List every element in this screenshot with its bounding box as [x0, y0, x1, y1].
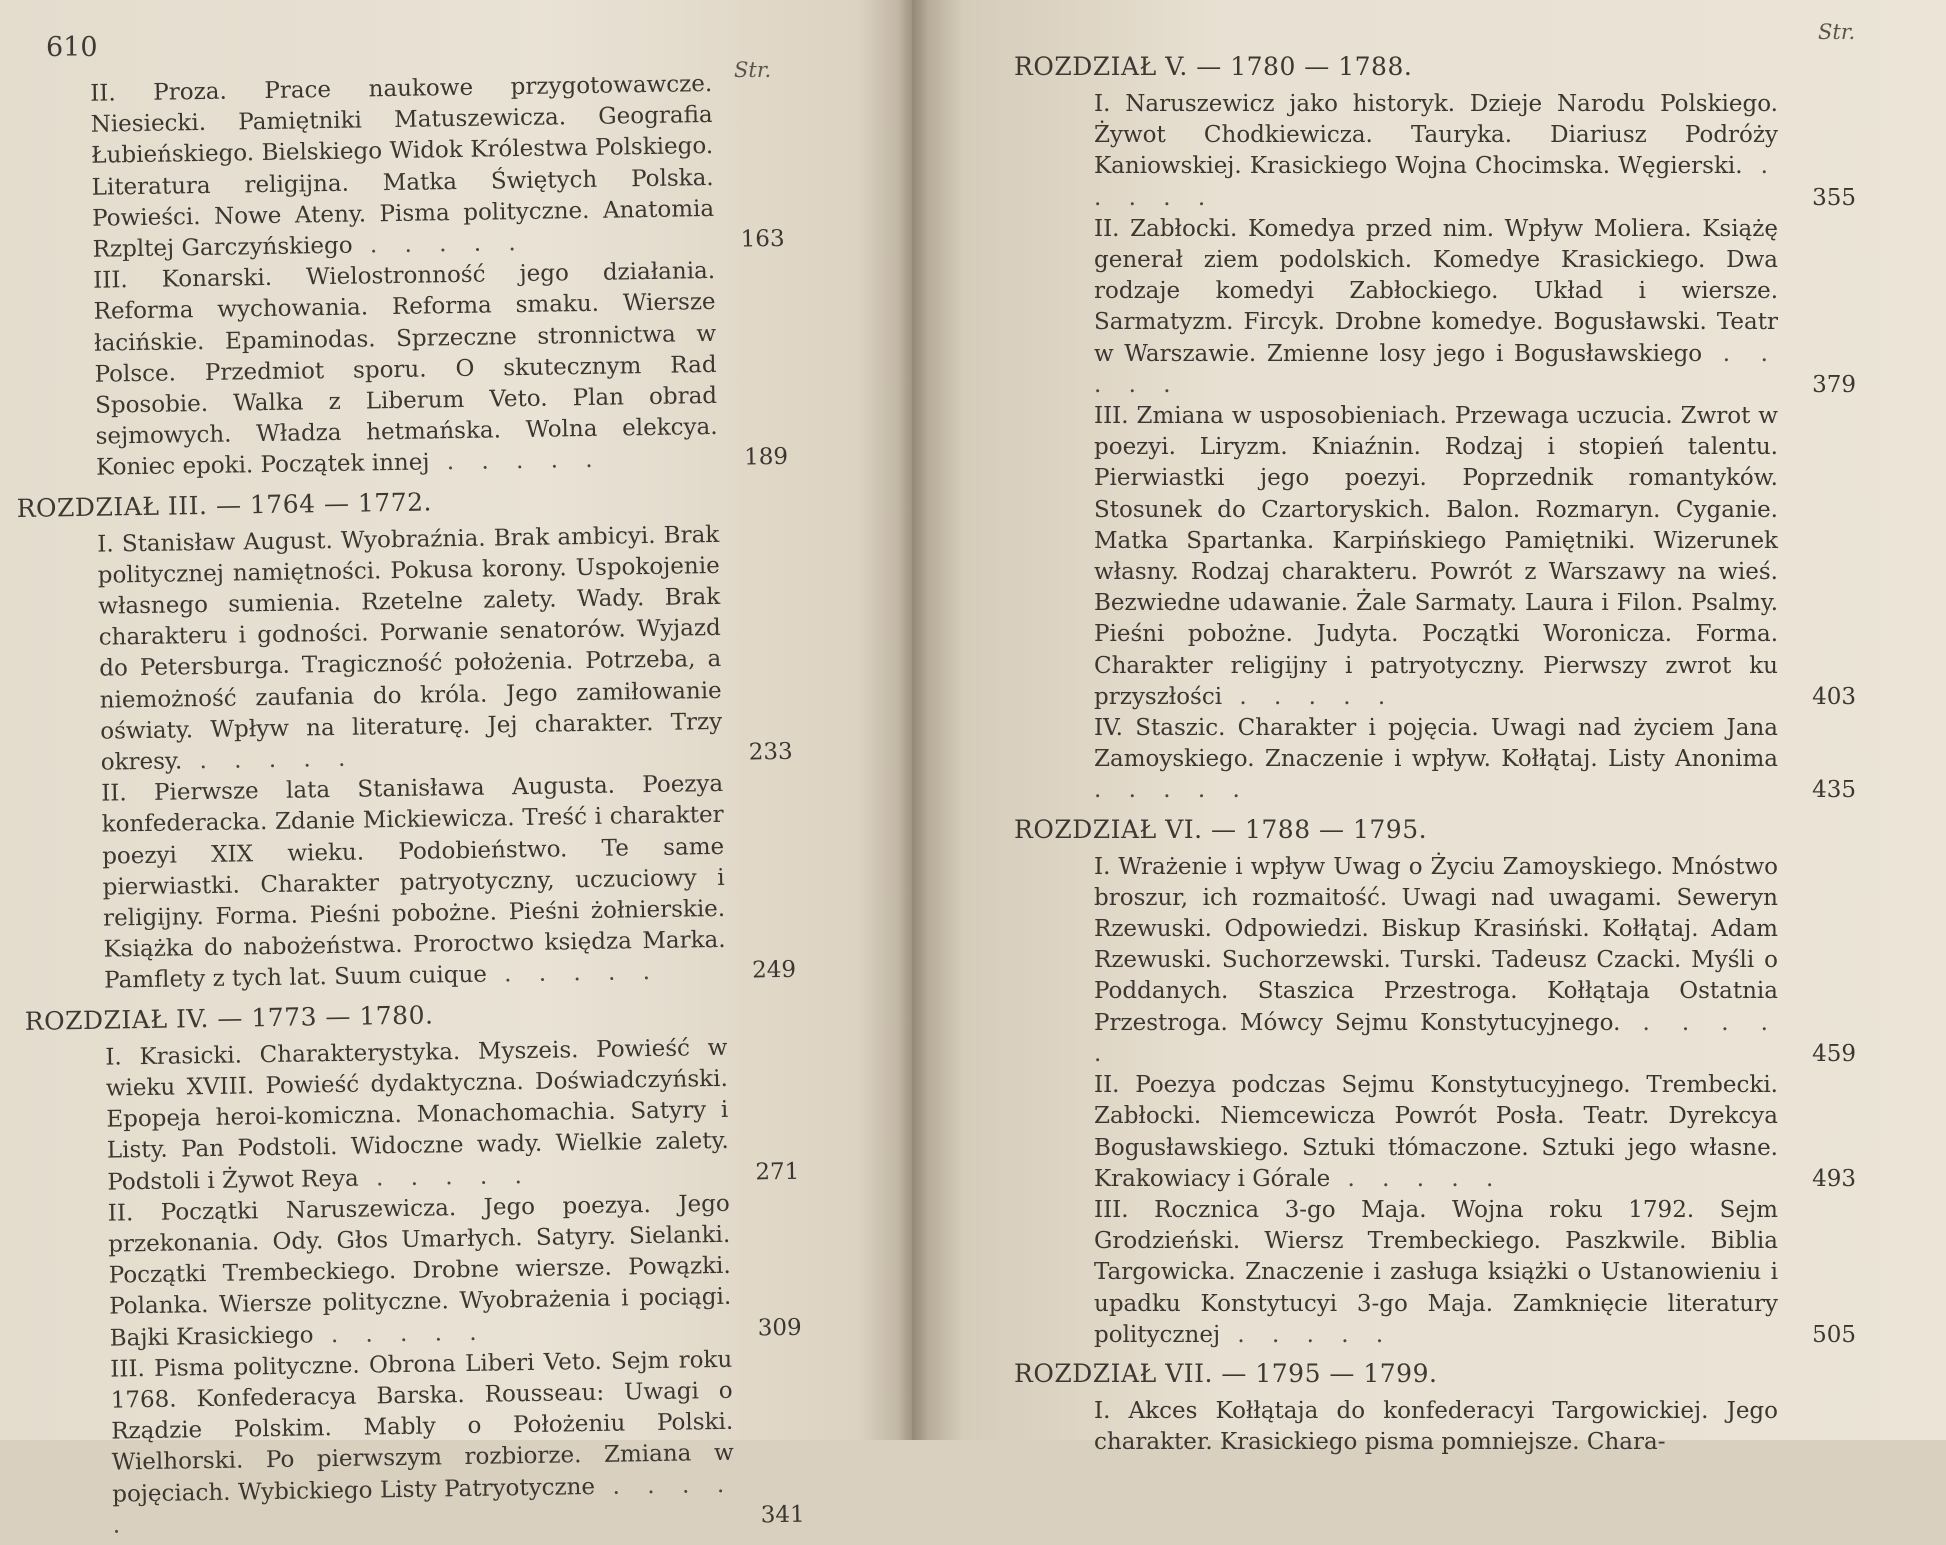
chapter-heading: ROZDZIAŁ VII. — 1795 — 1799.	[1014, 1358, 1438, 1388]
leader-dots: . . . . .	[1094, 153, 1778, 211]
leader-dots: . . . . .	[1094, 1009, 1778, 1067]
toc-page-number: 341	[760, 1501, 805, 1529]
leader-dots: . . . . .	[1094, 340, 1778, 398]
toc-entry-text: III. Konarski. Wielostronność jego działania. Reforma wychowania. Reforma smaku. Wiersze łacińskie. Epaminodas. Sprzeczne stronnictwa w Polsce. Przedmiot sporu. O skutecznym Rad Sposobie. Walka z Liberum Veto. Plan obrad sejmowych. Władza hetmańska. Wolna elekcya. Koniec epoki. Początek innej	[92, 258, 718, 482]
toc-entry	[13, 255, 789, 485]
toc-page-number: 189	[743, 444, 789, 471]
left-toc	[10, 68, 805, 1545]
right-str-label: Str.	[1818, 20, 1856, 44]
left-str-label: Str.	[734, 58, 772, 82]
leader-dots: . . . . .	[429, 447, 603, 476]
toc-entry	[30, 1344, 805, 1543]
leader-dots: . . . . .	[313, 1319, 487, 1348]
toc-entry-text: I. Krasicki. Charakterystyka. Myszeis. Powieść w wieku XVIII. Powieść dydaktyczna. Doświadczyński. Epopeja heroi-komiczna. Monachomachia. Satyry i Listy. Pan Podstoli. Widoczne wady. Wielkie zalety. Podstoli i Żywot Reya	[105, 1034, 729, 1196]
toc-entry-text: III. Rocznica 3-go Maja. Wojna roku 1792. Sejm Grodzieński. Wiersz Trembeckiego. Paszkwile. Biblia Targowicka. Znaczenie i zasługa książki o Ustanowieniu i upadku Konstytucyi 3-go Maja. Zamknięcie literatury politycznej	[1094, 1196, 1778, 1348]
toc-page-number: 233	[748, 738, 793, 766]
toc-entry	[10, 68, 785, 267]
toc-entry-text: I. Stanisław August. Wyobraźnia. Brak ambicyi. Brak politycznej namiętności. Pokusa korony. Uspokojenie własnego sumienia. Rzetelne zalety. Wady. Brak charakteru i godności. Porwanie senatorów. Wyjazd do Petersburga. Tragiczność położenia. Potrzeba, a niemożność zaufania do króla. Jego zamiłowanie oświaty. Wpływ na literaturę. Jej charakter. Trzy okresy.	[97, 521, 723, 776]
toc-page-number: 493	[1812, 1165, 1856, 1192]
toc-page-number: 459	[1812, 1040, 1856, 1067]
leader-dots: . . . . .	[1220, 1321, 1394, 1348]
toc-entry	[1014, 713, 1856, 807]
toc-entry-text: I. Naruszewicz jako historyk. Dzieje Narodu Polskiego. Żywot Chodkiewicza. Tauryka. Diariusz Podróży Kaniowskiej. Krasickiego Wojna Chocimska. Węgierski.	[1094, 91, 1778, 180]
leader-dots: . . . . .	[1094, 777, 1250, 804]
leader-dots: . . . . .	[486, 959, 661, 989]
leader-dots: . . . . .	[1222, 683, 1396, 710]
leader-dots: . . . . .	[181, 745, 356, 775]
toc-entry-text: I. Wrażenie i wpływ Uwag o Życiu Zamoyskiego. Mnóstwo broszur, ich rozmaitość. Uwagi nad uwagami. Seweryn Rzewuski. Odpowiedzi. Biskup Krasiński. Kołłątaj. Adam Rzewuski. Suchorzewski. Turski. Tadeusz Czacki. Myśli o Poddanych. Staszica Przestroga. Kołłątaja Ostatnia Przestroga. Mówcy Sejmu Konstytucyjnego.	[1094, 853, 1778, 1036]
chapter-heading: ROZDZIAŁ V. — 1780 — 1788.	[1014, 52, 1413, 81]
toc-section	[1014, 1359, 1814, 1458]
toc-section	[1014, 814, 1856, 1351]
leader-dots: . . . . .	[1330, 1165, 1504, 1192]
toc-entry	[1014, 1195, 1856, 1351]
toc-entry-text: III. Pisma polityczne. Obrona Liberi Veto. Sejm roku 1768. Konfederacya Barska. Rousseau: Uwagi o Rządzie Polskim. Mably o Położeniu Polski. Wielhorski. Po pierwszym rozbiorze. Zmiana w pojęciach. Wybickiego Listy Patryotyczne	[110, 1346, 734, 1508]
toc-page-number: 355	[1812, 184, 1856, 211]
toc-section	[24, 995, 805, 1543]
toc-entry	[1014, 852, 1856, 1070]
toc-section	[10, 68, 789, 486]
toc-section	[1014, 52, 1856, 807]
toc-entry-text: II. Proza. Prace naukowe przygotowawcze. Niesiecki. Pamiętniki Matuszewicza. Geografia Łubieńskiego. Bielskiego Widok Królestwa Polskiego. Literatura religijna. Matka Świętych Polska. Powieści. Nowe Ateny. Pisma polityczne. Anatomia Rzpltej Garczyńskiego	[90, 70, 715, 263]
right-toc	[1014, 44, 1856, 1460]
toc-page-number: 271	[755, 1158, 800, 1185]
toc-page-number: 379	[1812, 371, 1856, 398]
toc-entry	[25, 1032, 800, 1200]
toc-entry-text: IV. Staszic. Charakter i pojęcia. Uwagi nad życiem Jana Zamoyskiego. Znaczenie i wpływ. Kołłątaj. Listy Anonima	[1094, 715, 1778, 773]
chapter-heading: ROZDZIAŁ VI. — 1788 — 1795.	[1014, 814, 1428, 844]
toc-entry	[1014, 401, 1856, 713]
toc-entry	[1014, 214, 1856, 401]
toc-entry-text: II. Początki Naruszewicza. Jego poezya. Jego przekonania. Ody. Głos Umarłych. Satyry. Sielanki. Początki Trembeckiego. Drobne wiersze. Powązki. Polanka. Wiersze polityczne. Wyobrażenia i pociągi. Bajki Krasickiego	[107, 1190, 732, 1352]
toc-entry	[17, 519, 793, 781]
toc-page-number: 309	[757, 1314, 802, 1341]
toc-entry-text: II. Pierwsze lata Stanisława Augusta. Poezya konfederacka. Zdanie Mickiewicza. Treść i charakter poezyi XIX wieku. Podobieństwo. Te same pierwiastki. Charakter patryotyczny, uczuciowy i religijny. Forma. Pieśni pobożne. Pieśni żołnierskie. Książka do nabożeństwa. Proroctwo księdza Marka. Pamflety z tych lat. Suum cuique	[101, 771, 726, 995]
chapter-heading: ROZDZIAŁ IV. — 1773 — 1780.	[24, 1000, 434, 1036]
toc-page-number: 403	[1812, 683, 1856, 710]
toc-page-number: 163	[740, 225, 785, 253]
toc-entry	[28, 1188, 802, 1356]
toc-entry	[1014, 1070, 1856, 1195]
leader-dots: . . . . .	[112, 1471, 735, 1539]
leader-dots: . . . . .	[352, 229, 526, 259]
page-number: 610	[46, 32, 98, 63]
leader-dots: . . . . .	[358, 1162, 533, 1192]
toc-entry-text: II. Zabłocki. Komedya przed nim. Wpływ Moliera. Książę generał ziem podolskich. Komedye Krasickiego. Dwa rodzaje komedyi Zabłockiego. Układ i wiersze. Sarmatyzm. Fircyk. Drobne komedye. Bogusławski. Teatr w Warszawie. Zmienne losy jego i Bogusławskiego	[1094, 215, 1778, 367]
toc-entry	[1014, 1396, 1814, 1458]
toc-entry	[1014, 89, 1856, 214]
toc-section	[16, 482, 797, 999]
toc-page-number: 249	[751, 957, 797, 984]
toc-entry-text: I. Akces Kołłątaja do konfederacyi Targowickiej. Jego charakter. Krasickiego pisma pomniejsze. Chara-	[1094, 1397, 1778, 1456]
toc-entry	[21, 768, 797, 998]
toc-page-number: 435	[1812, 777, 1856, 804]
toc-page-number: 505	[1812, 1321, 1856, 1348]
toc-entry-text: II. Poezya podczas Sejmu Konstytucyjnego. Trembecki. Zabłocki. Niemcewicza Powrót Posła. Teatr. Dyrekcya Bogusławskiego. Sztuki tłómaczone. Sztuki jego własne. Krakowiacy i Górale	[1094, 1072, 1778, 1192]
chapter-heading: ROZDZIAŁ III. — 1764 — 1772.	[16, 487, 433, 523]
toc-entry-text: III. Zmiana w usposobieniach. Przewaga uczucia. Zwrot w poezyi. Liryzm. Kniaźnin. Rodzaj i stopień talentu. Pierwiastki jego poezyi. Poprzednik romantyków. Stosunek do Czartoryskich. Balon. Rozmaryn. Cyganie. Matka Spartanka. Karpińskiego Pamiętniki. Wizerunek własny. Rodzaj charakteru. Powrót z Warszawy na wieś. Bezwiedne udawanie. Żale Sarmaty. Laura i Filon. Psalmy. Pieśni pobożne. Judyta. Początki Woronicza. Forma. Charakter religijny i patryotyczny. Pierwszy zwrot ku przyszłości	[1094, 403, 1778, 710]
book-gutter	[898, 0, 928, 1440]
